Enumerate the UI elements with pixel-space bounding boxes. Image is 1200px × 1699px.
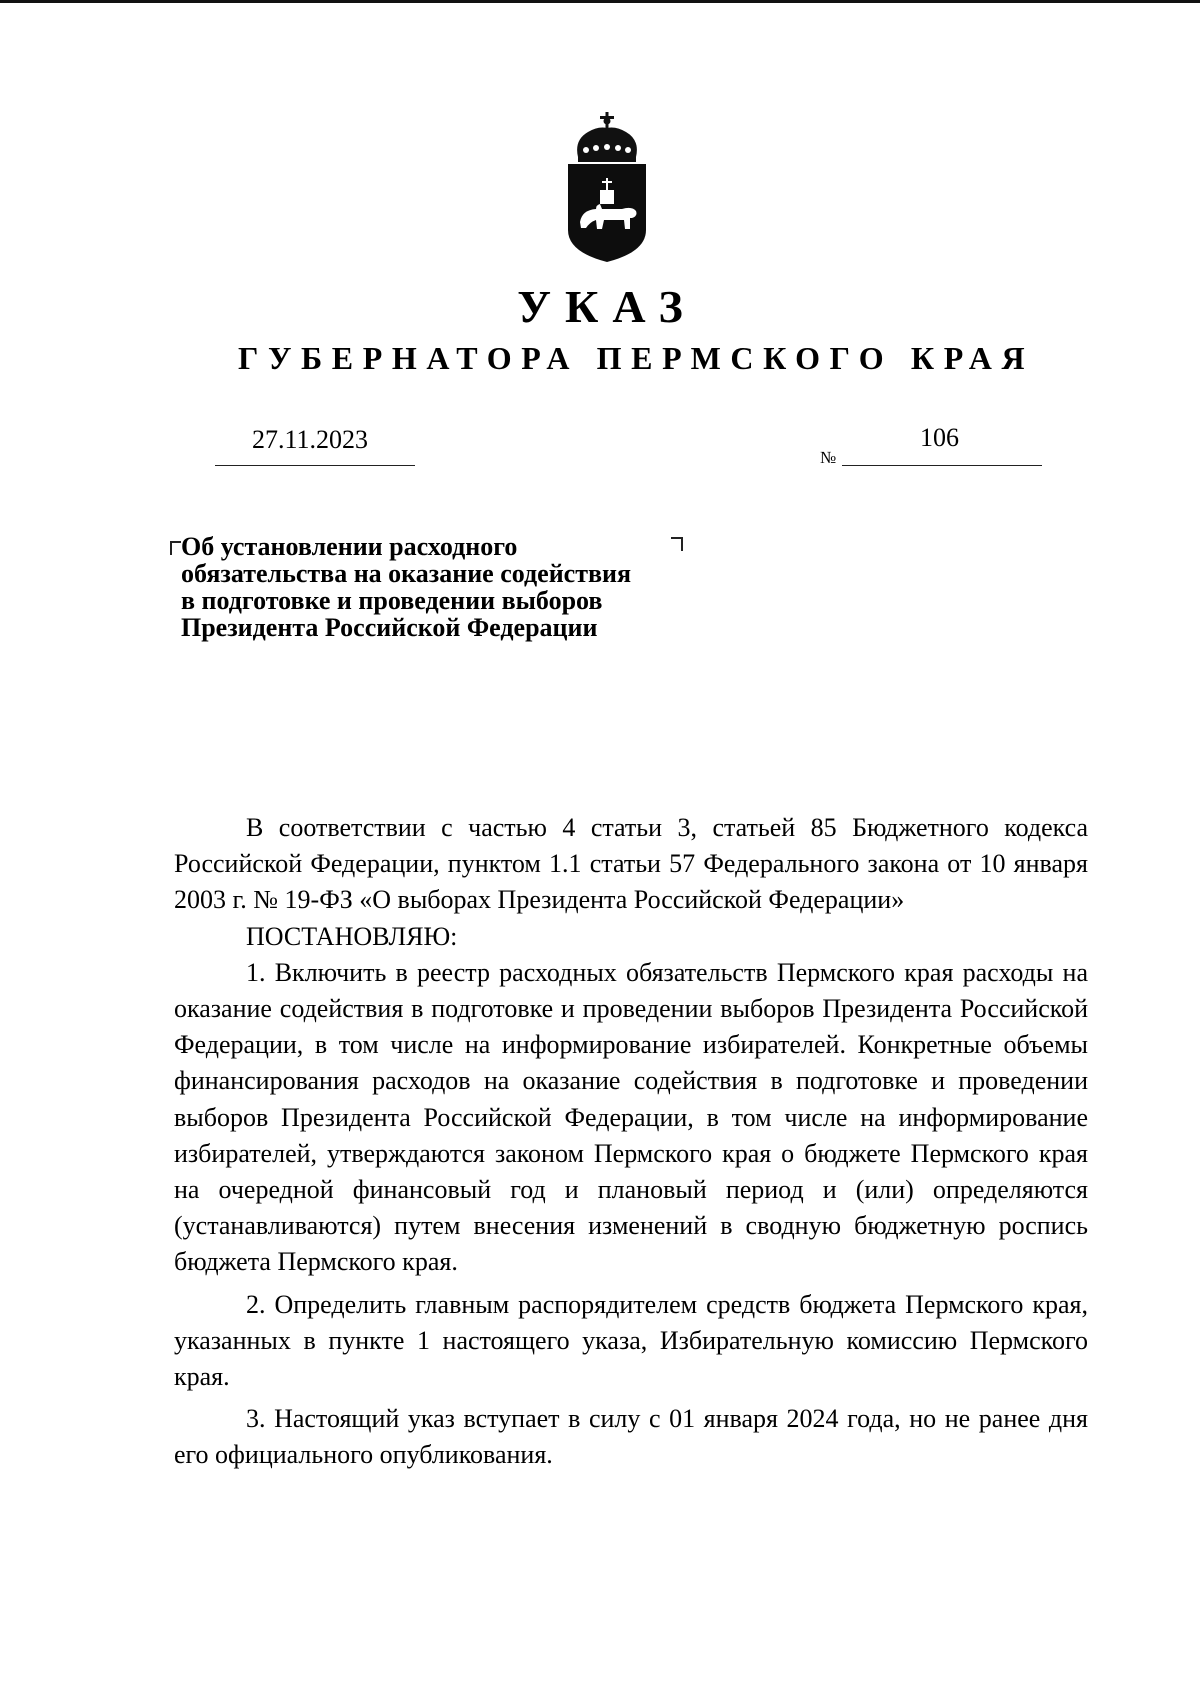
document-date: 27.11.2023 (252, 425, 369, 454)
perm-krai-coat-of-arms-icon (560, 112, 654, 264)
document-subject (181, 533, 701, 641)
document-number: 106 (920, 423, 959, 452)
document-title: УКАЗ (517, 281, 697, 332)
page-top-border (0, 0, 1200, 3)
clause-1: 1. Включить в реестр расходных обязательств Пермского края расходы на оказание содействия в подготовке и проведении выборов Президента Российской Федерации, в том числе на информирование избирателей. Конкретные объемы финансирования расходов на оказание содействия в подготовке и проведении выборов Президента Российской Федерации, в том числе на информирование избирателей, утверждаются законом Пермского края о бюджете Пермского края на очередной финансовый год и плановый период и (или) определяются (устанавливаются) путем внесения изменений в сводную бюджетную роспись бюджета Пермского края. (174, 957, 1088, 1277)
subject-line: Президента Российской Федерации (181, 613, 598, 642)
subject-line: Об установлении расходного (181, 532, 518, 561)
number-underline (842, 465, 1042, 466)
subject-bracket-left (170, 541, 181, 555)
preamble-paragraph: В соответствии с частью 4 статьи 3, статьей 85 Бюджетного кодекса Российской Федерации, пунктом 1.1 статьи 57 Федерального закона от 10 января 2003 г. № 19-ФЗ «О выборах Президента Российской Федерации» (174, 813, 1088, 915)
clause-2: 2. Определить главным распорядителем средств бюджета Пермского края, указанных в пункте 1 настоящего указа, Избирательную комиссию Пермского края. (174, 1289, 1088, 1392)
document-subtitle: ГУБЕРНАТОРА ПЕРМСКОГО КРАЯ (238, 340, 1035, 376)
resolve-heading: ПОСТАНОВЛЯЮ: (246, 921, 458, 951)
number-sign: № (820, 448, 837, 467)
clause-3: 3. Настоящий указ вступает в силу с 01 января 2024 года, но не ранее дня его официального опубликования. (174, 1404, 1088, 1470)
date-underline (215, 465, 415, 466)
subject-line: в подготовке и проведении выборов (181, 586, 603, 615)
subject-line: обязательства на оказание содействия (181, 559, 632, 588)
document-body (174, 810, 1088, 1474)
